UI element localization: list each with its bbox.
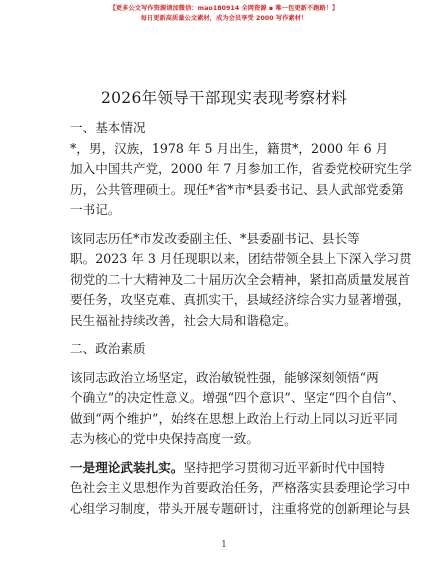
paragraph-line: 个确立”的决定性意义。增强“四个意识”、坚定“四个自信”、 — [70, 390, 405, 405]
paragraph-line: 民生福祉持续改善，社会大局和谐稳定。 — [70, 312, 297, 328]
banner-line-1: 【更多公文写作资源请加微信：mao180914 全网资源 ▪ 唯一包更新不跑路！】 — [109, 5, 339, 12]
banner-line-2: 每日更新高质量公文素材，成为会员享受 2000 写作素材！ — [140, 15, 308, 22]
paragraph-line: *，男，汉族，1978 年 5 月出生，籍贯*，2000 年 6 月 — [70, 140, 389, 156]
header-banner — [0, 4, 448, 24]
subpoint-text: 坚持把学习贯彻习近平新时代中国特 — [183, 459, 385, 475]
document-title: 2026年领导干部现实表现考察材料 — [100, 89, 348, 107]
paragraph-line: 该同志政治立场坚定，政治敏锐性强，能够深刻领悟“两 — [70, 369, 379, 385]
paragraph-line: 加入中国共产党，2000 年 7 月参加工作，省委党校研究生学 — [70, 161, 412, 176]
paragraph-line: 该同志历任*市发改委副主任、*县委副书记、县长等 — [70, 230, 360, 246]
paragraph-line: 色社会主义思想作为首要政治任务，严格落实县委理论学习中 — [70, 480, 411, 495]
paragraph-line: 职。2023 年 3 月任现职以来，团结带领全县上下深入学习贯 — [70, 251, 412, 266]
paragraph-line: 做到“两个维护”，始终在思想上政治上行动上同以习近平同 — [70, 410, 398, 426]
paragraph-line — [70, 458, 385, 479]
section-heading-basic-info: 一、基本情况 — [70, 120, 146, 135]
paragraph-line: 历，公共管理硕士。现任*省*市*县委书记、县人武部党委第 — [70, 181, 404, 197]
paragraph-line: 彻党的二十大精神及二十届历次全会精神，紧扣高质量发展首 — [70, 271, 411, 287]
page-number: 1 — [221, 540, 227, 550]
subpoint-lead: 一是理论武装扎实。 — [70, 459, 184, 475]
document-body — [70, 118, 412, 519]
section-heading-political-quality: 二、政治素质 — [70, 341, 146, 356]
paragraph-line: 志为核心的党中央保持高度一致。 — [70, 431, 259, 446]
paragraph-line: 心组学习制度，带头开展专题研讨，注重将党的创新理论与县 — [70, 500, 411, 516]
paragraph-line: 一书记。 — [70, 202, 121, 217]
paragraph-line: 要任务，攻坚克难、真抓实干，县域经济综合实力显著增强， — [70, 292, 411, 307]
